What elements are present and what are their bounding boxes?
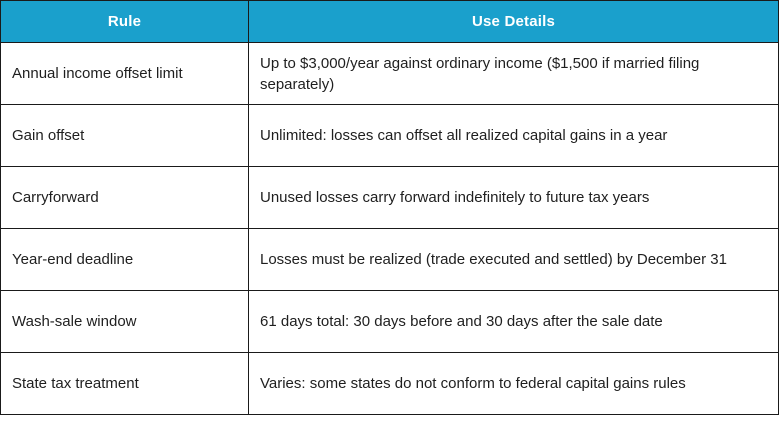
detail-cell: Losses must be realized (trade executed and settled) by December 31 (249, 229, 779, 291)
detail-cell: Unused losses carry forward indefinitely to future tax years (249, 167, 779, 229)
rule-cell: Carryforward (1, 167, 249, 229)
table-row (1, 291, 779, 353)
detail-cell: Up to $3,000/year against ordinary income ($1,500 if married filing separately) (249, 43, 779, 105)
table-row (1, 43, 779, 105)
detail-cell: Varies: some states do not conform to federal capital gains rules (249, 353, 779, 415)
table-row (1, 229, 779, 291)
detail-cell: 61 days total: 30 days before and 30 days after the sale date (249, 291, 779, 353)
column-header-use-details: Use Details (249, 1, 779, 43)
column-header-rule: Rule (1, 1, 249, 43)
table-row (1, 353, 779, 415)
rule-cell: Gain offset (1, 105, 249, 167)
rule-cell: Annual income offset limit (1, 43, 249, 105)
rule-cell: Year-end deadline (1, 229, 249, 291)
detail-cell: Unlimited: losses can offset all realized capital gains in a year (249, 105, 779, 167)
rule-cell: State tax treatment (1, 353, 249, 415)
table-row (1, 105, 779, 167)
table-row (1, 167, 779, 229)
table-header (1, 1, 779, 43)
table-body (1, 43, 779, 415)
header-row (1, 1, 779, 43)
rule-cell: Wash-sale window (1, 291, 249, 353)
